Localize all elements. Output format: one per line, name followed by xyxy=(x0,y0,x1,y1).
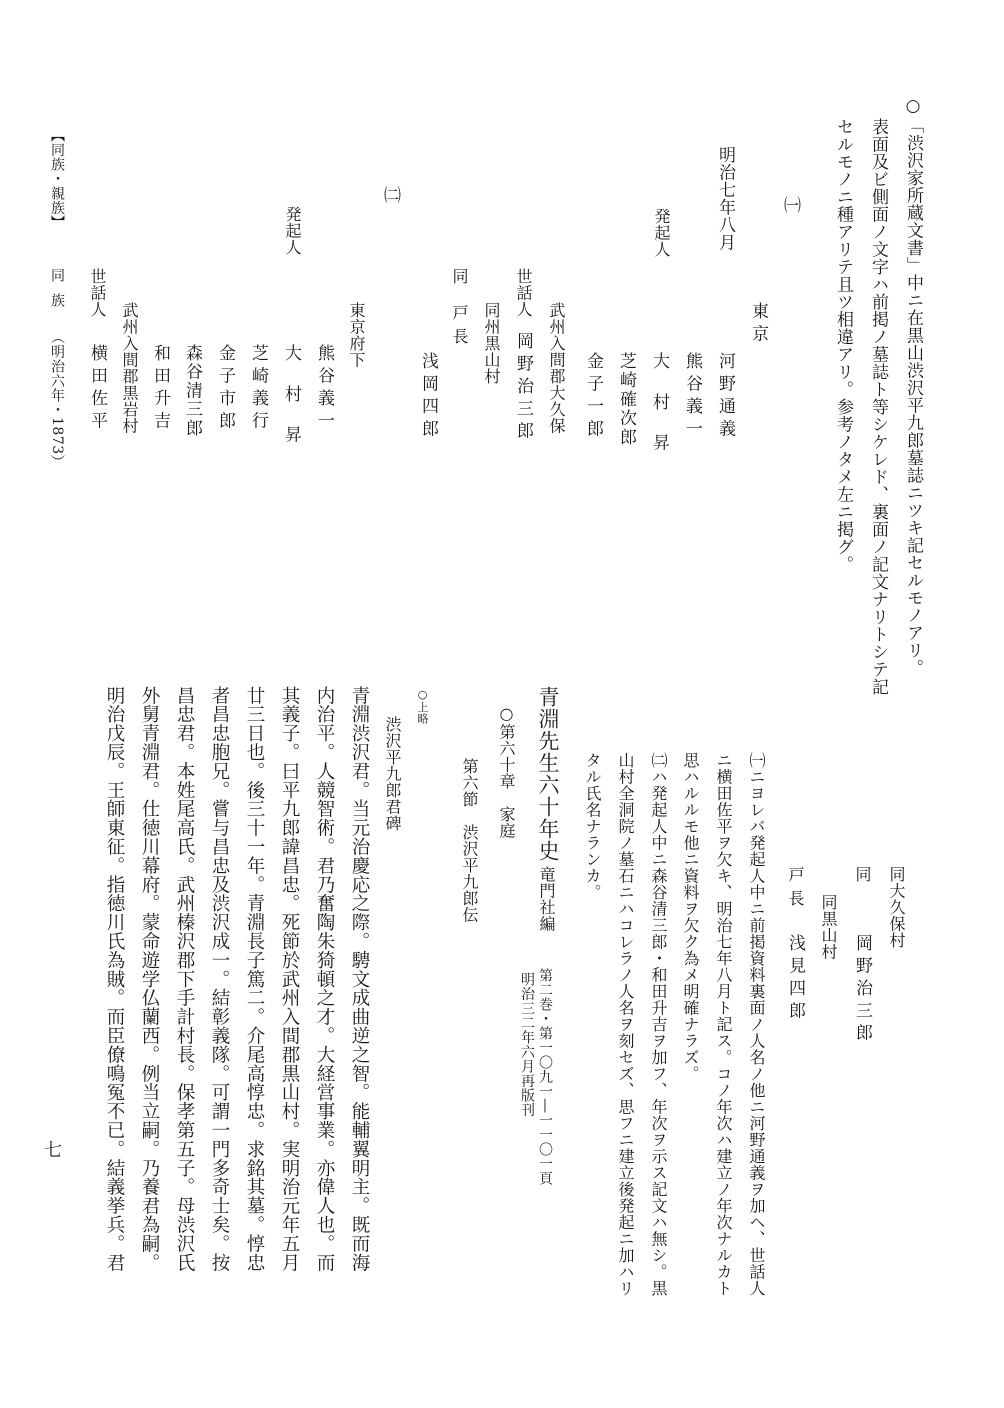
remark-line-6: タル氏名ナランカ。 xyxy=(583,752,602,901)
remark-line-3: 思ハルルモ他ニ資料ヲ欠ク為メ明確ナラズ。 xyxy=(681,752,700,1082)
kanbun-line-4: 廿三日也。後三十一年。青淵長子篤二。介尾高惇忠。求銘其墓。惇忠 xyxy=(244,686,265,1272)
list1-kocho-label: 戸長 xyxy=(450,304,469,352)
list2-person-kumagai: 熊谷義一 xyxy=(314,344,334,434)
source-publisher: 竜門社編 xyxy=(537,866,556,932)
kanbun-line-3: 其義子。曰平九郎諱昌忠。死節於武州入間郡黒山村。実明治元年五月 xyxy=(279,686,300,1272)
list2-sewanin-label: 世話人 xyxy=(88,268,107,318)
list1-person-kono: 河野通義 xyxy=(715,352,735,442)
list2-person-shibasaki: 芝崎義行 xyxy=(248,344,268,434)
list2-person-okano: 岡野治三郎 xyxy=(852,934,872,1047)
source-volume-info: 第二巻・第一〇九一―一一〇一頁 xyxy=(537,968,553,1186)
source-omission: ○上略 xyxy=(416,688,429,725)
list1-person-omura: 大村昇 xyxy=(649,352,669,475)
source-book-title: 青淵先生六十年史 xyxy=(536,686,560,862)
list2-person-wada: 和田升吉 xyxy=(150,344,170,434)
list2-place-kuroiwa: 武州入間郡黒岩村 xyxy=(120,302,139,434)
source-reprint-info: 明治三二年六月再版刊 xyxy=(519,972,535,1117)
list1-person-okano: 岡野治三郎 xyxy=(513,332,533,445)
kanbun-line-8: 明治戊辰。王師東征。指徳川氏為賊。而臣僚鳴冤不已。結義挙兵。君 xyxy=(104,686,125,1272)
list1-hokkinin-label: 発起人 xyxy=(652,208,671,258)
list2-kocho-label: 戸長 xyxy=(786,866,805,914)
kanbun-line-7: 外舅青淵君。仕徳川幕府。蒙命遊学仏蘭西。例当立嗣。乃養君為嗣。 xyxy=(139,686,160,1272)
stele-title: 渋沢平九郎君碑 xyxy=(383,716,402,832)
list1-person-kumagai: 熊谷義一 xyxy=(682,352,702,442)
list1-same-label: 同 xyxy=(450,268,469,285)
source-chapter: ○第六十章 家庭 xyxy=(497,704,516,839)
source-section: 第六節 渋沢平九郎伝 xyxy=(460,758,479,923)
remark-line-5: 山村全洞院ノ墓石ニハコレラノ人名ヲ刻セズ、思フニ建立後発起ニ加ハリ xyxy=(616,752,635,1297)
list2-place: 東京府下 xyxy=(347,302,366,368)
list2-person-kaneko: 金子市郎 xyxy=(215,344,235,434)
list1-person-shibasaki: 芝崎確次郎 xyxy=(616,352,636,448)
margin-section: 同族 xyxy=(49,268,65,319)
remark-line-4: ㈡ハ発起人中ニ森谷清三郎・和田升吉ヲ加フ、年次ヲ示ス記文ハ無シ。黒 xyxy=(649,752,668,1297)
remark-line-2: ニ横田佐平ヲ欠キ、明治七年八月ト記ス。コノ年次ハ建立ノ年次ナルカト xyxy=(714,752,733,1297)
note-line-3: セルモノニ種アリテ且ツ相違アリ。参考ノタメ左ニ掲グ。 xyxy=(833,118,853,573)
list2-same-label: 同 xyxy=(853,866,872,883)
list2-hokkinin-label: 発起人 xyxy=(283,206,302,256)
list1-person-kaneko: 金子一郎 xyxy=(583,352,603,442)
page-number: 七 xyxy=(41,1140,62,1158)
kanbun-line-5: 者昌忠胞兄。嘗与昌忠及渋沢成一。結彰義隊。可謂一門多奇士矣。按 xyxy=(209,686,230,1272)
list2-marker: ㈡ xyxy=(380,186,400,204)
kanbun-line-1: 青淵渋沢君。当元治慶応之際。騁文成曲逆之智。能輔翼明主。既而海 xyxy=(349,686,370,1272)
remark-line-1: ㈠ニヨレバ発起人中ニ前掲資料裏面ノ人名ノ他ニ河野通義ヲ加ヘ、世話人 xyxy=(747,752,766,1297)
list2-place-okubo: 同大久保村 xyxy=(887,866,906,949)
kanbun-line-2: 内治平。人競智術。君乃奮陶朱猗頓之才。大経営事業。亦偉人也。而 xyxy=(314,686,335,1272)
list2-person-moriya: 森谷清三郎 xyxy=(182,344,202,438)
list2-place-kuroyama: 同黒山村 xyxy=(819,894,838,960)
list1-place: 東京 xyxy=(748,302,768,347)
list1-sewanin-label: 世話人 xyxy=(514,268,533,318)
margin-category: 【同族・親族】 xyxy=(49,128,65,230)
note-line-1: ○「渋沢家所蔵文書」中ニ在黒山渋沢平九郎墓誌ニツキ記セルモノアリ。 xyxy=(903,96,923,677)
list2-person-yokota: 横田佐平 xyxy=(87,344,107,434)
list1-place-okubo: 武州入間郡大久保 xyxy=(547,302,566,434)
note-line-2: 表面及ビ側面ノ文字ハ前掲ノ墓誌ト等シケレド、裏面ノ記文ナリトシテ記 xyxy=(868,118,888,696)
kanbun-line-6: 昌忠君。本姓尾高氏。武州榛沢郡下手計村長。保孝第五子。母渋沢氏 xyxy=(174,686,195,1272)
list2-person-omura: 大村昇 xyxy=(281,344,301,467)
list2-person-asami: 浅見四郎 xyxy=(785,934,805,1024)
list1-marker: ㈠ xyxy=(780,196,800,214)
list1-person-asaoka: 浅岡四郎 xyxy=(418,352,438,442)
list1-date: 明治七年八月 xyxy=(715,146,735,251)
list1-place-kuroyama: 同州黒山村 xyxy=(482,302,501,385)
margin-era: （明治六年・1873） xyxy=(49,330,65,470)
